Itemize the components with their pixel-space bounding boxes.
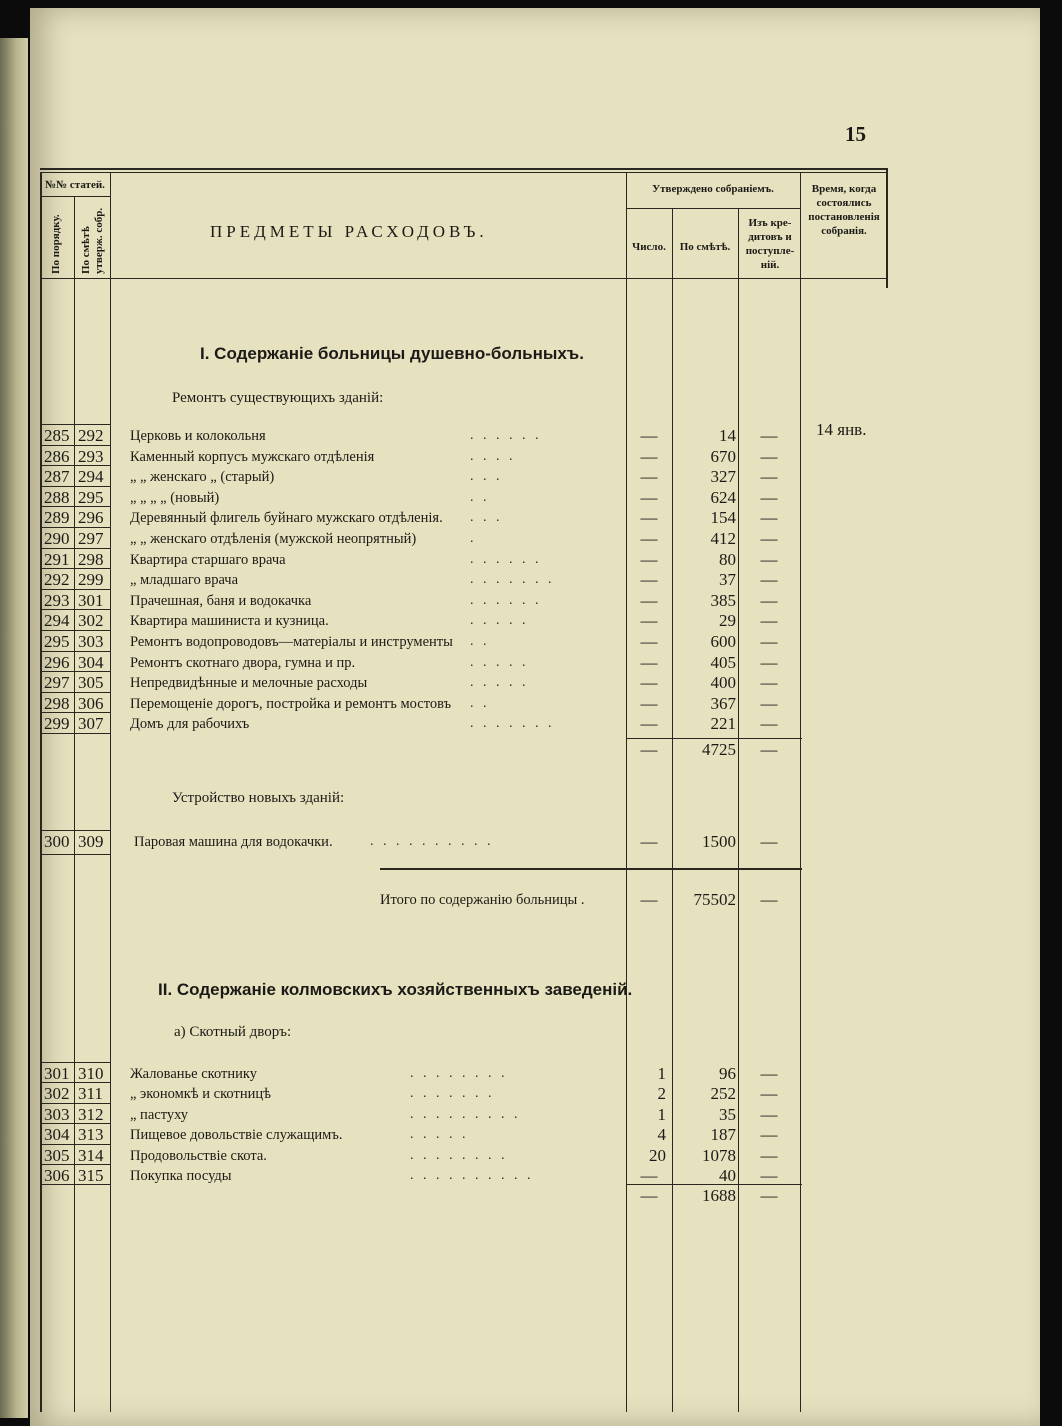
row-rule — [40, 609, 110, 610]
row-count: — — [640, 590, 658, 610]
row-estimate-number: 292 — [78, 426, 104, 445]
row-count: — — [640, 467, 658, 487]
row-order-number: 289 — [44, 508, 70, 528]
row-description: „ „ женскаго „ (старый) — [130, 469, 275, 486]
row-leader: . . . . . . . . — [410, 1066, 508, 1081]
row-order-number: 297 — [44, 673, 70, 693]
row-order-number: 298 — [44, 693, 70, 713]
row-estimate-number: 306 — [78, 693, 104, 713]
new-row-sum: 1500 — [702, 832, 736, 851]
row-credit: — — [760, 693, 778, 713]
row-order-number: 302 — [44, 1084, 70, 1104]
new-row-estimate-number: 309 — [78, 832, 104, 851]
row-order-number: 294 — [44, 611, 70, 631]
row-order-number: 301 — [44, 1064, 70, 1083]
row-count: — — [640, 426, 658, 445]
new-row-count: — — [640, 832, 658, 851]
row-order-number: 303 — [44, 1104, 70, 1124]
approved-header-rule — [626, 208, 800, 209]
row-estimate-number: 302 — [78, 611, 104, 631]
row-estimate-number: 303 — [78, 632, 104, 651]
row-leader: . . . — [470, 510, 503, 526]
col-rule-estimate — [110, 172, 111, 1412]
row-leader: . . . . . — [470, 675, 529, 691]
row-sum: 670 — [710, 446, 736, 466]
row-order-number: 290 — [44, 529, 70, 548]
table-right-border — [886, 168, 888, 288]
row-count: — — [640, 652, 658, 672]
row-leader: . . . . . . . . . . — [410, 1168, 534, 1183]
header-from-credits: Изъ кре-дитовъ и поступле-ній. — [745, 217, 795, 271]
row-count: 1 — [657, 1064, 666, 1083]
col-rule-order — [74, 196, 75, 1412]
row-count: — — [640, 714, 658, 734]
row-sum: 187 — [710, 1125, 736, 1145]
row-description: „ „ женскаго отдѣленія (мужской неопрятный) — [130, 531, 417, 547]
row-description: „ „ „ „ (новый) — [130, 489, 220, 506]
row-count: — — [640, 570, 658, 590]
row-order-number: 288 — [44, 487, 70, 507]
row-sum: 80 — [719, 549, 736, 569]
row-leader: . . . . . — [470, 654, 529, 670]
row-leader: . . . . . . — [470, 592, 542, 608]
row-estimate-number: 299 — [78, 570, 104, 590]
row-credit: — — [760, 529, 778, 548]
row-count: — — [640, 529, 658, 548]
section-2-subtotal-credit: — — [760, 1186, 778, 1205]
row-rule — [40, 1103, 110, 1104]
row-credit: — — [760, 714, 778, 734]
row-leader: . . . . — [470, 448, 516, 464]
row-credit: — — [760, 570, 778, 590]
row-rule — [40, 465, 110, 466]
row-count: — — [640, 693, 658, 713]
section-1-subtotal-sum: 4725 — [702, 740, 736, 759]
row-sum: 221 — [710, 714, 736, 734]
row-leader: . . . . . . — [470, 428, 542, 443]
row-rule — [40, 712, 110, 713]
row-description: Квартира старшаго врача — [130, 551, 286, 568]
row-credit: — — [760, 446, 778, 466]
row-rule — [40, 486, 110, 487]
row-estimate-number: 313 — [78, 1125, 104, 1145]
row-estimate-number: 295 — [78, 487, 104, 507]
row-leader: . . . — [470, 469, 503, 485]
header-time-resolutions: Время, когда состоялись постановленія собранія. — [808, 183, 880, 237]
header-by-estimate-col: По смѣтѣ. — [679, 241, 731, 253]
row-rule — [40, 651, 110, 652]
row-rule — [40, 589, 110, 590]
row-description: Деревянный флигель буйнаго мужскаго отдѣленія. — [130, 510, 443, 527]
row-leader: . . . . . . — [470, 551, 542, 567]
section-2-title: II. Содержаніе колмовскихъ хозяйственныхъ заведеній. — [158, 980, 633, 999]
row-sum: 252 — [710, 1084, 736, 1104]
row-estimate-number: 304 — [78, 652, 104, 672]
row-count: — — [640, 632, 658, 651]
row-leader: . . . . . . . — [470, 572, 555, 588]
row-sum: 367 — [710, 693, 736, 713]
row-rule — [40, 1144, 110, 1145]
row-rule — [40, 733, 110, 734]
row-rule — [40, 1082, 110, 1083]
row-rule — [40, 568, 110, 569]
row-leader: . . . . . . . — [410, 1086, 495, 1102]
row-credit: — — [760, 1084, 778, 1104]
row-sum: 35 — [719, 1104, 736, 1124]
row-credit: — — [760, 1064, 778, 1083]
table-top-rule — [40, 168, 888, 170]
section-1-subtotal-credit: — — [760, 740, 778, 759]
row-sum: 40 — [719, 1166, 736, 1185]
row-description: Квартира машиниста и кузница. — [130, 613, 329, 630]
row-sum: 1078 — [702, 1145, 736, 1165]
row-description: Покупка посуды — [130, 1168, 232, 1184]
row-credit: — — [760, 1104, 778, 1124]
row-leader: . . . . . — [410, 1127, 469, 1143]
row-count: — — [640, 508, 658, 528]
new-row-bottom-rule — [40, 854, 110, 855]
section-1-subtotal-count: — — [640, 740, 658, 759]
row-estimate-number: 293 — [78, 446, 104, 466]
row-description: Пищевое довольствіе служащимъ. — [130, 1127, 343, 1144]
col-rule-items — [626, 172, 627, 1412]
row-count: — — [640, 611, 658, 631]
section-2-subheading: а) Скотный дворъ: — [174, 1024, 292, 1040]
row-order-number: 305 — [44, 1145, 70, 1165]
row-rule — [40, 671, 110, 672]
adjacent-page-edge — [0, 38, 28, 1418]
row-sum: 600 — [710, 632, 736, 651]
row-estimate-number: 314 — [78, 1145, 104, 1165]
row-credit: — — [760, 467, 778, 487]
row-order-number: 306 — [44, 1166, 70, 1185]
row-leader: . . . . . — [470, 613, 529, 629]
row-estimate-number: 298 — [78, 549, 104, 569]
header-number: Число. — [632, 241, 666, 253]
row-rule — [40, 527, 110, 528]
article-header-rule — [40, 196, 110, 197]
row-count: 1 — [657, 1104, 666, 1124]
row-count: — — [640, 1166, 658, 1185]
row-count: 20 — [649, 1145, 666, 1165]
header-approved-by-assembly: Утверждено собраніемъ. — [652, 183, 774, 195]
header-bottom-rule — [40, 278, 888, 279]
row-estimate-number: 294 — [78, 467, 104, 487]
row-count: — — [640, 487, 658, 507]
new-row-top-rule — [40, 830, 110, 831]
row-order-number: 286 — [44, 446, 70, 466]
row-credit: — — [760, 487, 778, 507]
row-credit: — — [760, 1166, 778, 1185]
row-sum: 154 — [710, 508, 736, 528]
section-1-total-count: — — [640, 890, 658, 909]
row-rule — [40, 630, 110, 631]
row-credit: — — [760, 508, 778, 528]
row-description: Продовольствіе скота. — [130, 1147, 267, 1164]
row-estimate-number: 315 — [78, 1166, 104, 1185]
row-estimate-number: 307 — [78, 714, 104, 734]
section-1-total-rule — [380, 868, 802, 870]
row-leader: . — [470, 531, 477, 546]
document-page — [30, 8, 1040, 1426]
row-leader: . . — [470, 695, 490, 711]
row-description: „ экономкѣ и скотницѣ — [130, 1086, 271, 1103]
row-rule — [40, 1184, 110, 1185]
row-order-number: 285 — [44, 426, 70, 445]
row-count: — — [640, 446, 658, 466]
row-sum: 327 — [710, 467, 736, 487]
section-1-subheading-new: Устройство новыхъ зданій: — [172, 790, 345, 806]
row-rule — [40, 692, 110, 693]
row-description: Прачешная, баня и водокачка — [130, 592, 312, 609]
row-description: Жалованье скотнику — [130, 1066, 257, 1082]
row-rule — [40, 445, 110, 446]
row-description: „ пастуху — [130, 1106, 189, 1123]
col-rule-number — [672, 208, 673, 1412]
row-order-number: 299 — [44, 714, 70, 734]
row-description: Каменный корпусъ мужскаго отдѣленія — [130, 448, 375, 465]
row-description: Церковь и колокольня — [130, 428, 266, 444]
row-description: Перемощеніе дорогъ, постройка и ремонтъ мостовъ — [130, 695, 452, 712]
row-sum: 624 — [710, 487, 736, 507]
row-sum: 385 — [710, 590, 736, 610]
row-credit: — — [760, 1125, 778, 1145]
table-top-rule-inner — [40, 172, 888, 173]
row-date: 14 янв. — [816, 420, 867, 439]
row-credit: — — [760, 426, 778, 445]
section-2-subtotal-count: — — [640, 1186, 658, 1205]
section-1-title: I. Содержаніе больницы душевно-больныхъ. — [200, 344, 584, 363]
row-rule — [40, 424, 110, 425]
row-description: Непредвидѣнные и мелочные расходы — [130, 675, 368, 692]
row-leader: . . — [470, 489, 490, 505]
header-items-of-expenditure: ПРЕДМЕТЫ РАСХОДОВЪ. — [210, 222, 488, 241]
row-sum: 29 — [719, 611, 736, 631]
row-estimate-number: 297 — [78, 529, 104, 548]
row-leader: . . — [470, 634, 490, 649]
row-order-number: 293 — [44, 590, 70, 610]
row-estimate-number: 296 — [78, 508, 104, 528]
row-count: 2 — [657, 1084, 666, 1104]
section-2-subtotal-sum: 1688 — [702, 1186, 736, 1205]
new-row-credit: — — [760, 832, 778, 851]
row-estimate-number: 301 — [78, 590, 104, 610]
row-credit: — — [760, 1145, 778, 1165]
row-order-number: 304 — [44, 1125, 70, 1145]
row-rule — [40, 1164, 110, 1165]
section-1-subheading-repair: Ремонтъ существующихъ зданій: — [172, 390, 384, 406]
row-order-number: 291 — [44, 549, 70, 569]
section-1-subtotal-rule — [626, 738, 802, 739]
new-row-description: Паровая машина для водокачки. — [134, 834, 333, 850]
row-estimate-number: 310 — [78, 1064, 104, 1083]
row-sum: 14 — [719, 426, 736, 445]
header-by-estimate: По смѣтѣ утверж. собр. — [80, 207, 105, 274]
row-description: Ремонтъ водопроводовъ—матеріалы и инструменты — [130, 634, 453, 650]
row-credit: — — [760, 549, 778, 569]
row-leader: . . . . . . . — [470, 716, 555, 732]
new-row-order-number: 300 — [44, 832, 70, 851]
row-sum: 400 — [710, 673, 736, 693]
table-left-border — [40, 172, 42, 1412]
row-rule — [40, 1062, 110, 1063]
row-count: — — [640, 549, 658, 569]
row-order-number: 296 — [44, 652, 70, 672]
row-sum: 405 — [710, 652, 736, 672]
page-number: 15 — [845, 122, 866, 146]
row-rule — [40, 506, 110, 507]
section-1-total-sum: 75502 — [693, 890, 736, 909]
row-count: 4 — [657, 1125, 666, 1145]
row-count: — — [640, 673, 658, 693]
section-1-total-credit: — — [760, 890, 778, 909]
row-sum: 37 — [719, 570, 736, 590]
row-estimate-number: 312 — [78, 1104, 104, 1124]
row-credit: — — [760, 632, 778, 651]
row-credit: — — [760, 652, 778, 672]
row-description: Домъ для рабочихъ — [130, 716, 250, 733]
row-description: Ремонтъ скотнаго двора, гумна и пр. — [130, 654, 356, 671]
row-sum: 96 — [719, 1064, 736, 1083]
row-estimate-number: 305 — [78, 673, 104, 693]
section-1-total-label: Итого по содержанію больницы . — [380, 892, 585, 908]
row-leader: . . . . . . . . . — [410, 1106, 521, 1122]
row-rule — [40, 548, 110, 549]
header-by-order: По порядку. — [50, 214, 62, 274]
col-rule-credits — [800, 172, 801, 1412]
row-rule — [40, 1123, 110, 1124]
row-credit: — — [760, 590, 778, 610]
row-credit: — — [760, 611, 778, 631]
row-order-number: 292 — [44, 570, 70, 590]
row-description: „ младшаго врача — [130, 572, 239, 589]
row-estimate-number: 311 — [78, 1084, 103, 1104]
row-order-number: 295 — [44, 632, 70, 651]
row-credit: — — [760, 673, 778, 693]
row-order-number: 287 — [44, 467, 70, 487]
header-article-numbers: №№ статей. — [45, 179, 105, 191]
new-row-leader: . . . . . . . . . . — [370, 834, 494, 849]
col-rule-sum — [738, 208, 739, 1412]
row-sum: 412 — [710, 529, 736, 548]
row-leader: . . . . . . . . — [410, 1147, 508, 1163]
